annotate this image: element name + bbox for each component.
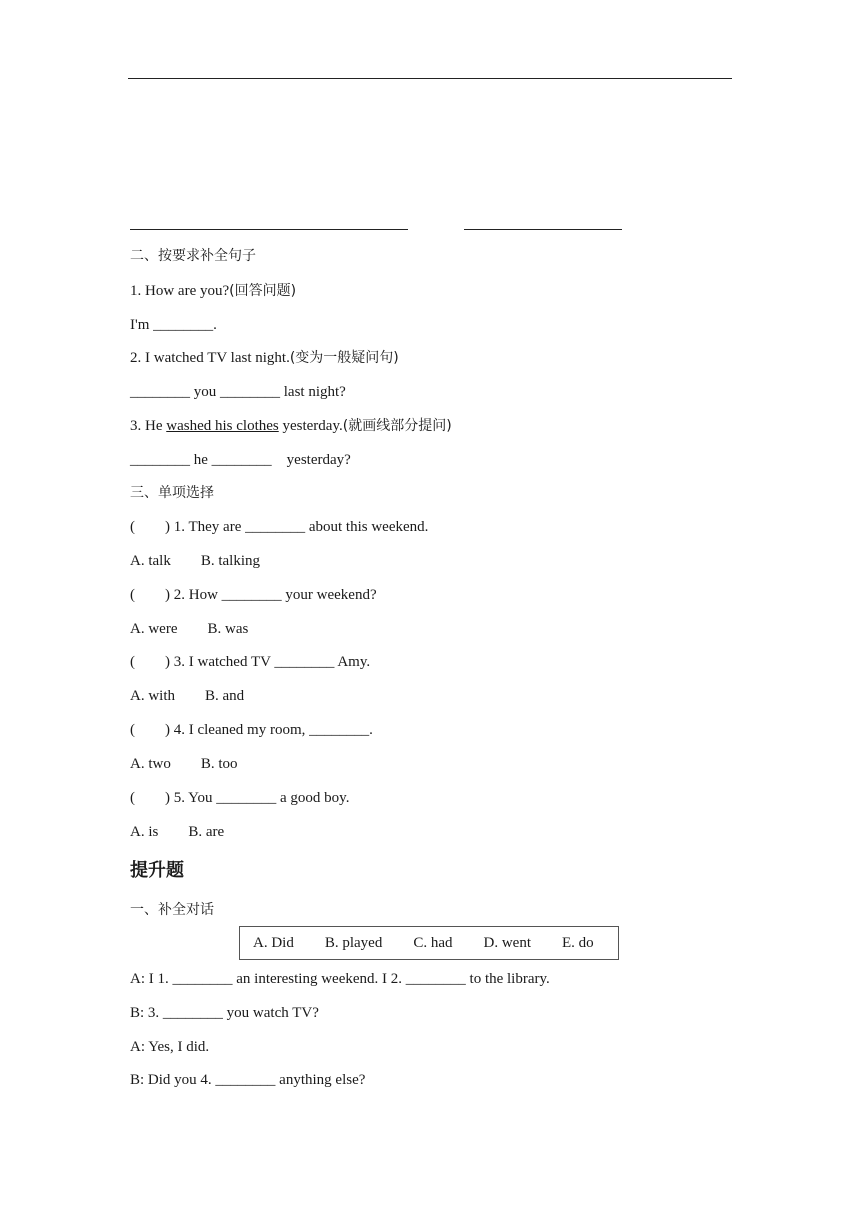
mc-question-stem: ( ) 2. How ________ your weekend? [130,587,377,603]
question-text: 2. I watched TV last night. [130,350,290,366]
answer-2-2: ________ you ________ last night? [130,384,346,400]
advanced-heading: 提升题 [130,860,184,881]
word-bank-item: E. do [562,934,594,951]
mc-question-options: A. two B. too [130,756,238,772]
mc-question-stem: ( ) 4. I cleaned my room, ________. [130,722,373,738]
header-rule [128,78,732,79]
mc-question-stem: ( ) 1. They are ________ about this weekend. [130,519,429,535]
question-text-post: yesterday. [278,418,343,434]
dialogue-line: B: Did you 4. ________ anything else? [130,1072,366,1088]
answer-2-1: I'm ________. [130,317,217,333]
dialogue-line: A: I 1. ________ an interesting weekend. I 2. ________ to the library. [130,971,550,987]
dialogue-line: A: Yes, I did. [130,1039,210,1055]
word-bank-item: C. had [413,934,453,951]
mc-question-options: A. is B. are [130,824,225,840]
answer-2-3: ________ he ________ yesterday? [130,452,351,468]
mc-question-stem: ( ) 3. I watched TV ________ Amy. [130,654,371,670]
question-2-3 [130,416,452,436]
dialogue-line: B: 3. ________ you watch TV? [130,1005,319,1021]
underlined-phrase: washed his clothes [166,418,279,434]
word-bank-item: B. played [324,934,383,951]
mc-question-options: A. were B. was [130,621,249,637]
word-bank [239,926,619,960]
mc-question-stem: ( ) 5. You ________ a good boy. [130,790,350,806]
answer-line-2 [464,229,622,230]
question-hint: (回答问题) [229,283,297,299]
answer-line-1 [130,229,408,230]
question-hint: (变为一般疑问句) [289,350,399,366]
section2-title: 二、按要求补全句子 [130,248,256,264]
word-bank-item: D. went [483,934,532,951]
question-2-2 [130,348,399,368]
question-text-pre: 3. He [130,418,167,434]
dialogue-section-title: 一、补全对话 [130,902,214,918]
question-hint: (就画线部分提问) [342,418,452,434]
question-text: 1. How are you? [130,283,230,299]
question-2-1 [130,281,296,301]
section3-title: 三、单项选择 [130,485,214,501]
mc-question-options: A. with B. and [130,688,245,704]
mc-question-options: A. talk B. talking [130,553,260,569]
word-bank-item: A. Did [253,934,294,951]
